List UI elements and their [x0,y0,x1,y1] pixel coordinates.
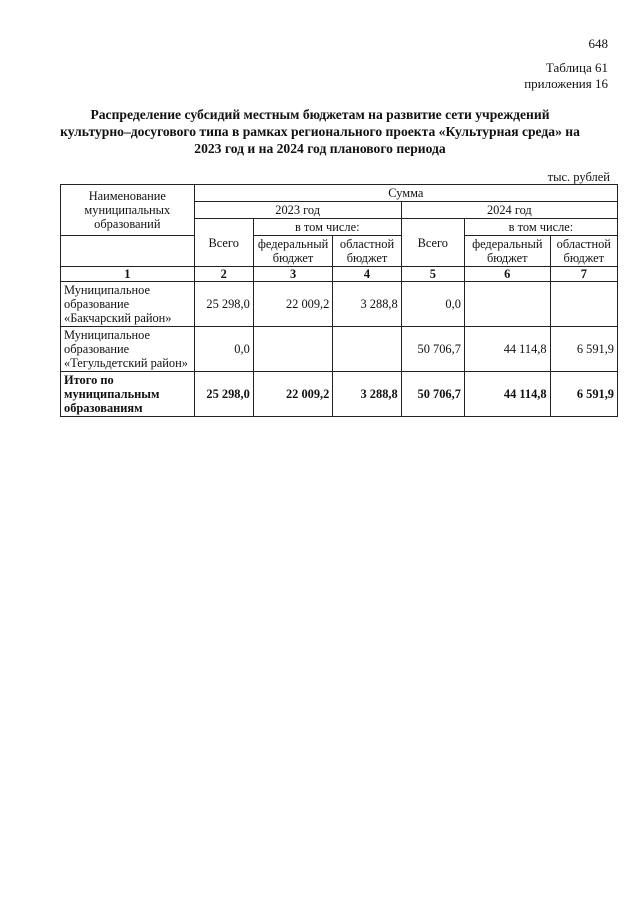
row-name: Муниципальное образование «Бакчарский район» [61,282,195,327]
table-row [61,327,618,372]
value-cell: 3 288,8 [333,282,401,327]
value-cell: 50 706,7 [401,327,464,372]
value-cell [464,282,550,327]
header-sum: Сумма [194,185,617,202]
table-reference-line1: Таблица 61 [545,60,608,75]
units-label: тыс. рублей [547,170,610,184]
header-federal-2023: федеральный бюджет [253,236,333,267]
column-number: 3 [253,267,333,282]
value-cell: 6 591,9 [550,327,617,372]
total-value-cell: 6 591,9 [550,372,617,417]
table-row [61,282,618,327]
total-value-cell: 25 298,0 [194,372,253,417]
header-row-1 [61,185,618,202]
header-total-2023: Всего [194,219,253,267]
header-regional-2023: областной бюджет [333,236,401,267]
title-line1: Распределение субсидий местным бюджетам на развитие сети учреждений [90,107,550,122]
document-title [40,106,600,157]
column-number: 1 [61,267,195,282]
value-cell: 25 298,0 [194,282,253,327]
subsidy-table [60,184,618,417]
table-reference-line2: приложения 16 [524,76,608,91]
column-number: 6 [464,267,550,282]
value-cell: 44 114,8 [464,327,550,372]
header-year-2023: 2023 год [194,202,401,219]
total-row-name: Итого по муниципальным образованиям [61,372,195,417]
value-cell: 22 009,2 [253,282,333,327]
column-number-row [61,267,618,282]
header-row-4 [61,236,618,267]
page-number: 648 [588,36,608,51]
header-total-2024: Всего [401,219,464,267]
value-cell [550,282,617,327]
total-value-cell: 44 114,8 [464,372,550,417]
header-name-column: Наименование муниципальных образований [61,185,195,236]
value-cell [253,327,333,372]
column-number: 2 [194,267,253,282]
total-value-cell: 3 288,8 [333,372,401,417]
value-cell: 0,0 [194,327,253,372]
title-line2: культурно–досугового типа в рамках регионального проекта «Культурная среда» на [60,124,580,139]
header-including-2023: в том числе: [253,219,401,236]
column-number: 4 [333,267,401,282]
row-name: Муниципальное образование «Тегульдетский район» [61,327,195,372]
column-number: 7 [550,267,617,282]
column-number: 5 [401,267,464,282]
header-name-column-continued [61,236,195,267]
total-row [61,372,618,417]
table-reference [524,60,608,92]
header-including-2024: в том числе: [464,219,617,236]
value-cell [333,327,401,372]
value-cell: 0,0 [401,282,464,327]
header-federal-2024: федеральный бюджет [464,236,550,267]
header-regional-2024: областной бюджет [550,236,617,267]
total-value-cell: 50 706,7 [401,372,464,417]
total-value-cell: 22 009,2 [253,372,333,417]
title-line3: 2023 год и на 2024 год планового периода [194,141,446,156]
header-year-2024: 2024 год [401,202,617,219]
